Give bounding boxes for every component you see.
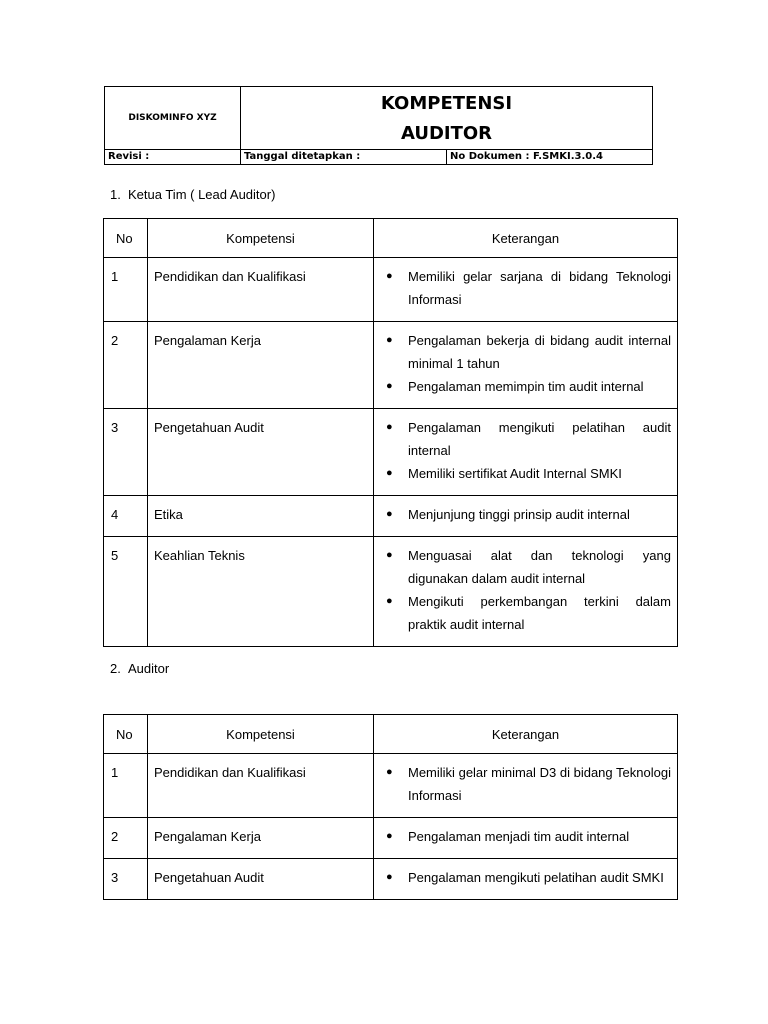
row-number: 3 — [104, 859, 148, 900]
list-item — [380, 590, 671, 636]
list-item-text: Pengalaman mengikuti pelatihan audit internal — [408, 420, 671, 458]
bullet-icon: ● — [386, 549, 393, 561]
auditor-table — [103, 714, 678, 900]
row-number: 2 — [104, 818, 148, 859]
keterangan-cell — [374, 409, 678, 496]
column-header-no: No — [104, 219, 148, 258]
list-item-text: Memiliki gelar sarjana di bidang Teknologi Informasi — [408, 269, 671, 307]
table-row — [104, 496, 678, 537]
keterangan-cell — [374, 859, 678, 900]
table-row — [104, 754, 678, 818]
list-item — [380, 416, 671, 462]
bullet-icon: ● — [386, 380, 393, 392]
keterangan-list — [380, 761, 671, 807]
keterangan-cell — [374, 258, 678, 322]
bullet-icon: ● — [386, 421, 393, 433]
table-header-row — [104, 219, 678, 258]
table-row — [104, 409, 678, 496]
keterangan-cell — [374, 818, 678, 859]
list-item — [380, 761, 671, 807]
organization-name: DISKOMINFO XYZ — [105, 87, 241, 150]
list-item — [380, 866, 671, 889]
bullet-icon: ● — [386, 508, 393, 520]
column-header-no: No — [104, 715, 148, 754]
bullet-icon: ● — [386, 830, 393, 842]
row-number: 2 — [104, 322, 148, 409]
section-2-number: 2. — [110, 661, 121, 676]
list-item-text: Menjunjung tinggi prinsip audit internal — [408, 507, 630, 522]
section-2-heading — [110, 661, 169, 676]
list-item — [380, 503, 671, 526]
list-item-text: Memiliki sertifikat Audit Internal SMKI — [408, 466, 622, 481]
table-row — [104, 859, 678, 900]
list-item-text: Pengalaman bekerja di bidang audit internal minimal 1 tahun — [408, 333, 671, 371]
tanggal-label: Tanggal ditetapkan : — [241, 150, 447, 165]
document-header — [104, 86, 653, 165]
dokumen-label: No Dokumen : F.SMKI.3.0.4 — [447, 150, 653, 165]
kompetensi-cell: Pendidikan dan Kualifikasi — [148, 258, 374, 322]
table-row — [104, 537, 678, 647]
title-line-2: AUDITOR — [400, 123, 493, 144]
row-number: 4 — [104, 496, 148, 537]
table-row — [104, 322, 678, 409]
kompetensi-cell: Pengetahuan Audit — [148, 859, 374, 900]
list-item — [380, 265, 671, 311]
section-2-title: Auditor — [128, 661, 170, 676]
section-1-heading — [110, 187, 275, 202]
list-item — [380, 544, 671, 590]
bullet-icon: ● — [386, 766, 393, 778]
row-number: 5 — [104, 537, 148, 647]
keterangan-list — [380, 265, 671, 311]
table-row — [104, 258, 678, 322]
bullet-icon: ● — [386, 871, 393, 883]
kompetensi-cell: Pengetahuan Audit — [148, 409, 374, 496]
column-header-kompetensi: Kompetensi — [148, 219, 374, 258]
list-item — [380, 825, 671, 848]
column-header-kompetensi: Kompetensi — [148, 715, 374, 754]
keterangan-list — [380, 866, 671, 889]
list-item-text: Memiliki gelar minimal D3 di bidang Teknologi Informasi — [408, 765, 671, 803]
lead-auditor-table — [103, 218, 678, 647]
table-header-row — [104, 715, 678, 754]
revisi-label: Revisi : — [105, 150, 241, 165]
table-row — [104, 818, 678, 859]
list-item — [380, 462, 671, 485]
document-title — [241, 87, 653, 150]
keterangan-list — [380, 544, 671, 636]
bullet-icon: ● — [386, 467, 393, 479]
bullet-icon: ● — [386, 334, 393, 346]
row-number: 1 — [104, 754, 148, 818]
keterangan-list — [380, 825, 671, 848]
keterangan-cell — [374, 754, 678, 818]
keterangan-cell — [374, 322, 678, 409]
title-line-1: KOMPETENSI — [380, 93, 513, 114]
keterangan-cell — [374, 537, 678, 647]
list-item — [380, 375, 671, 398]
section-1-title: Ketua Tim ( Lead Auditor) — [128, 187, 276, 202]
row-number: 1 — [104, 258, 148, 322]
keterangan-list — [380, 416, 671, 485]
keterangan-list — [380, 503, 671, 526]
keterangan-cell — [374, 496, 678, 537]
list-item-text: Menguasai alat dan teknologi yang digunakan dalam audit internal — [408, 548, 671, 586]
keterangan-list — [380, 329, 671, 398]
list-item-text: Pengalaman menjadi tim audit internal — [408, 829, 630, 844]
kompetensi-cell: Etika — [148, 496, 374, 537]
kompetensi-cell: Keahlian Teknis — [148, 537, 374, 647]
bullet-icon: ● — [386, 270, 393, 282]
list-item-text: Pengalaman memimpin tim audit internal — [408, 379, 644, 394]
row-number: 3 — [104, 409, 148, 496]
column-header-keterangan: Keterangan — [374, 715, 678, 754]
column-header-keterangan: Keterangan — [374, 219, 678, 258]
section-1-number: 1. — [110, 187, 121, 202]
list-item — [380, 329, 671, 375]
bullet-icon: ● — [386, 595, 393, 607]
list-item-text: Mengikuti perkembangan terkini dalam praktik audit internal — [408, 594, 671, 632]
kompetensi-cell: Pendidikan dan Kualifikasi — [148, 754, 374, 818]
kompetensi-cell: Pengalaman Kerja — [148, 818, 374, 859]
list-item-text: Pengalaman mengikuti pelatihan audit SMKI — [408, 870, 664, 885]
kompetensi-cell: Pengalaman Kerja — [148, 322, 374, 409]
